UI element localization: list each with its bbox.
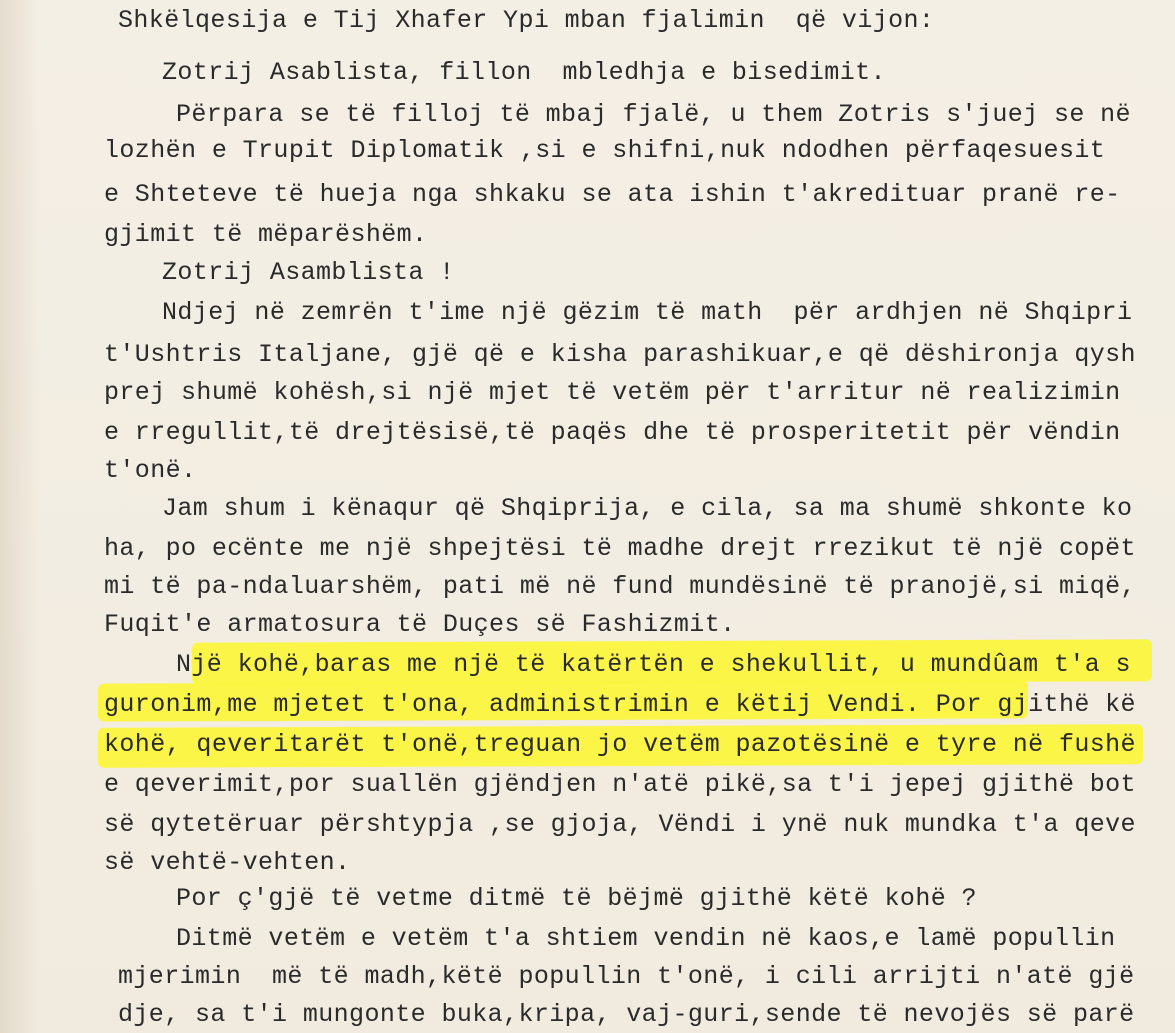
text-line: e rregullit,të drejtësisë,të paqës dhe të prosperitetit për vëndin — [104, 418, 1121, 447]
text-line: Ditmë vetëm e vetëm t'a shtiem vendin në kaos,e lamë popullin — [176, 924, 1116, 953]
text-line: mi të pa-ndaluarshëm, pati më në fund mundësinë të pranojë,si miqë, — [104, 572, 1136, 601]
text-line: lozhën e Trupit Diplomatik ,si e shifni,nuk ndodhen përfaqesuesit — [104, 136, 1106, 165]
text-line: Jam shum i kënaqur që Shqiprija, e cila, sa ma shumë shkonte ko — [162, 494, 1133, 523]
text-line: Ndjej në zemrën t'ime një gëzim të math për ardhjen në Shqipri — [162, 298, 1133, 327]
text-line: e qeverimit,por suallën gjëndjen n'atë pikë,sa t'i jepej gjithë bot — [104, 770, 1136, 799]
text-line-highlighted: kohë, qeveritarët t'onë,treguan jo vetëm pazotësinë e tyre në fushë — [104, 730, 1136, 759]
text-line: mjerimin më të madh,këtë popullin t'onë, i cili arrijti n'atë gjë — [118, 962, 1135, 991]
text-line: Zotrij Asamblista ! — [162, 258, 455, 287]
text-line: t'onë. — [104, 456, 197, 485]
text-line: t'Ushtris Italjane, gjë që e kisha parashikuar,e që dëshironja qysh — [104, 340, 1136, 369]
text-line: Fuqit'e armatosura të Duçes së Fashizmit. — [104, 610, 736, 639]
text-line: së qytetëruar përshtypja ,se gjoja, Vëndi i ynë nuk mundka t'a qeve — [104, 810, 1136, 839]
text-line: Shkëlqesija e Tij Xhafer Ypi mban fjalimin që vijon: — [118, 6, 935, 35]
text-line: prej shumë kohësh,si një mjet të vetëm për t'arritur në realizimin — [104, 378, 1121, 407]
text-line: së vehtë-vehten. — [104, 848, 351, 877]
text-line: e Shteteve të hueja nga shkaku se ata ishin t'akredituar pranë re- — [104, 180, 1121, 209]
text-line: dje, sa t'i mungonte buka,kripa, vaj-guri,sende të nevojës së parë — [118, 1000, 1135, 1029]
text-line: Përpara se të filloj të mbaj fjalë, u them Zotris s'juej se në — [176, 100, 1131, 129]
text-line: Por ç'gjë të vetme ditmë të bëjmë gjithë këtë kohë ? — [176, 884, 977, 913]
text-line: ha, po ecënte me një shpejtësi të madhe drejt rrezikut të një copët — [104, 534, 1136, 563]
text-line-highlighted: guronim,me mjetet t'ona, administrimin e këtij Vendi. Por gjithë kë — [104, 690, 1136, 719]
text-line-highlighted: Një kohë,baras me një të katërtën e shekullit, u mundûam t'a s — [176, 650, 1131, 679]
text-line: Zotrij Asablista, fillon mbledhja e bisedimit. — [162, 58, 886, 87]
text-line: gjimit të mëparëshëm. — [104, 220, 428, 249]
